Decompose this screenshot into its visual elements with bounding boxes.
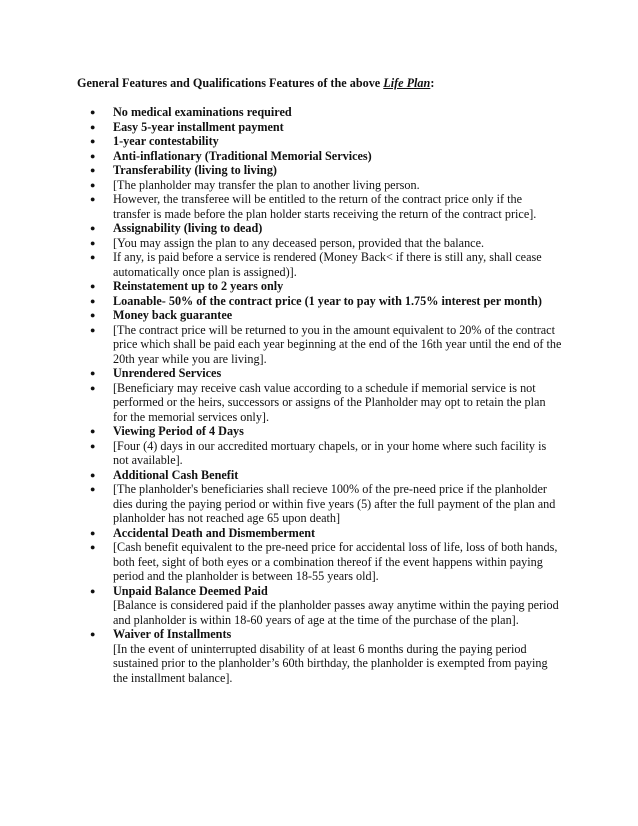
list-item [0,236,638,251]
bullet-icon: ● [90,281,96,291]
list-item [0,163,638,178]
list-item [0,178,638,193]
list-item-text: [Four (4) days in our accredited mortuary chapels, or in your home where such facility is not available]. [113,438,547,467]
list-item-text: [The planholder's beneficiaries shall recieve 100% of the pre-need price if the planholder dies during the paying period or within five years (5) after the full payment of the plan and planholder has not reached age 65 upon death] [113,482,556,525]
section-heading [77,76,597,91]
bullet-icon: ● [90,194,96,204]
list-item-text: [Beneficiary may receive cash value according to a schedule if memorial service is not performed or the heirs, successors or assigns of the Planholder may opt to retain the plan for the memorial services only]. [113,380,546,424]
bullet-icon: ● [90,440,96,451]
list-item-text: 1-year contestability [113,134,219,148]
bullet-icon: ● [90,150,96,161]
bullet-icon: ● [90,179,96,190]
bullet-icon: ● [90,469,96,480]
list-item [0,642,638,686]
list-item [0,308,638,323]
bullet-icon: ● [90,165,96,175]
list-item [0,134,638,149]
list-item [0,323,638,367]
list-item-text: Accidental Death and Dismemberment [113,525,316,540]
list-item [0,149,638,164]
bullet-icon: ● [90,295,96,306]
bullet-icon: ● [90,310,96,320]
bullet-icon: ● [90,324,96,335]
list-item-text: However, the transferee will be entitled to the return of the contract price only if the transfer is made before the plan holder starts receiving the return of the contract price]. [113,192,537,221]
bullet-icon: ● [90,542,96,552]
list-item-text: Loanable- 50% of the contract price (1 year to pay with 1.75% interest per month) [113,293,542,308]
bullet-icon: ● [90,107,96,117]
list-item [0,279,638,294]
bullet-icon: ● [90,121,96,132]
list-item-text: Waiver of Installments [113,627,232,641]
list-item-text: [Cash benefit equivalent to the pre-need price for accidental loss of life, loss of both hands, both feet, sight of both eyes or a combination thereof if the event happens within paying period and the planholder is between 18-55 years old]. [113,540,558,583]
bullet-icon: ● [90,629,96,639]
bullet-icon: ● [90,368,96,378]
bullet-icon: ● [90,136,96,146]
bullet-icon: ● [90,585,96,596]
list-item-text: [The planholder may transfer the plan to another living person. [113,177,420,192]
list-item [0,424,638,439]
features-list [0,105,638,685]
bullet-icon: ● [90,426,96,436]
bullet-icon: ● [90,223,96,233]
bullet-icon: ● [90,527,96,538]
heading-prefix: General Features and Qualifications Features of the above [77,76,384,90]
list-item [0,192,638,221]
list-item [0,105,638,120]
list-item-text: Money back guarantee [113,308,233,322]
list-item-text: No medical examinations required [113,105,292,119]
heading-plan-name: Life Plan [383,76,431,90]
list-item [0,627,638,642]
list-item [0,584,638,599]
list-item-text: Additional Cash Benefit [113,467,239,482]
list-item-text: [Balance is considered paid if the planholder passes away anytime within the paying period and planholder is within 18-60 years of age at the time of the purchase of the plan]. [113,598,559,627]
list-item-text: Transferability (living to living) [113,163,277,177]
bullet-icon: ● [90,484,96,494]
list-item-text: Unrendered Services [113,366,222,380]
list-item [0,294,638,309]
list-item [0,120,638,135]
list-item-text: Reinstatement up to 2 years only [113,279,284,293]
bullet-icon: ● [90,382,96,393]
list-item-text: [In the event of uninterrupted disability of at least 6 months during the paying period sustained prior to the planholder’s 60th birthday, the planholder is exempted from paying the installment balance]. [113,641,548,685]
bullet-icon: ● [90,237,96,248]
list-item [0,381,638,425]
list-item [0,221,638,236]
heading-suffix: : [430,76,435,90]
bullet-icon: ● [90,252,96,262]
list-item-text: [The contract price will be returned to you in the amount equivalent to 20% of the contract price which shall be paid each year beginning at the end of the 16th year until the end of the 20th year while you are living]. [113,322,562,366]
list-item [0,482,638,526]
list-item-text: If any, is paid before a service is rendered (Money Back< if there is still any, shall cease automatically once plan is assigned)]. [113,250,542,279]
list-item-text: Assignability (living to dead) [113,221,263,235]
list-item-text: Easy 5-year installment payment [113,119,284,134]
list-item [0,439,638,468]
list-item [0,366,638,381]
list-item-text: [You may assign the plan to any deceased person, provided that the balance. [113,235,485,250]
list-item [0,540,638,584]
list-item [0,598,638,627]
list-item [0,250,638,279]
list-item-text: Unpaid Balance Deemed Paid [113,583,268,598]
list-item [0,468,638,483]
list-item-text: Viewing Period of 4 Days [113,424,244,438]
list-item-text: Anti-inflationary (Traditional Memorial Services) [113,148,372,163]
list-item [0,526,638,541]
